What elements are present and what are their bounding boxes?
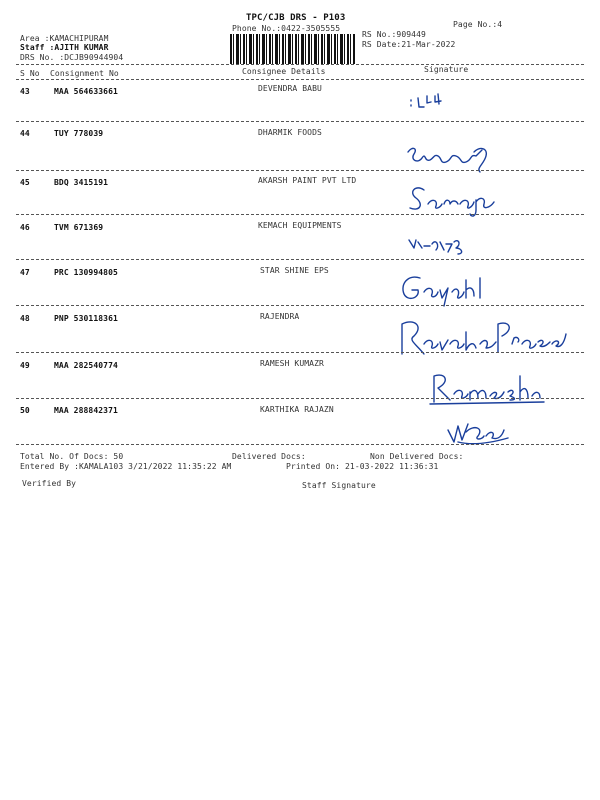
delivered-docs: Delivered Docs: (232, 452, 306, 461)
divider (16, 170, 584, 171)
col-header-sno: S No (20, 69, 40, 78)
divider (16, 352, 584, 353)
divider (16, 444, 584, 445)
total-docs: Total No. Of Docs: 50 (20, 452, 124, 461)
non-delivered-docs: Non Delivered Docs: (370, 452, 464, 461)
row-consignment: TVM 671369 (54, 223, 104, 232)
divider (16, 305, 584, 306)
signature-mark (394, 314, 574, 364)
row-consignment: MAA 282540774 (54, 361, 118, 370)
signature-mark (406, 234, 476, 258)
rs-date: RS Date:21-Mar-2022 (362, 40, 456, 49)
row-consignee: DHARMIK FOODS (258, 128, 322, 137)
divider (16, 121, 584, 122)
col-header-consignee: Consignee Details (242, 67, 326, 76)
area-label: Area :KAMACHIPURAM (20, 34, 109, 43)
row-sno: 43 (20, 87, 30, 96)
document-title: TPC/CJB DRS - P103 (246, 13, 346, 23)
divider (16, 398, 584, 399)
row-consignee: KARTHIKA RAJAZN (260, 405, 334, 414)
divider (16, 64, 584, 65)
divider (16, 214, 584, 215)
row-consignment: PNP 530118361 (54, 314, 118, 323)
row-consignment: TUY 778039 (54, 129, 104, 138)
signature-mark (428, 370, 548, 406)
row-consignment: MAA 564633661 (54, 87, 118, 96)
staff-label: Staff :AJITH KUMAR (20, 43, 109, 52)
verified-by: Verified By (22, 479, 77, 488)
row-consignee: KEMACH EQUIPMENTS (258, 221, 342, 230)
col-header-consignment: Consignment No (50, 69, 119, 78)
barcode-image (230, 34, 355, 64)
row-consignment: BDQ 3415191 (54, 178, 109, 187)
divider (16, 259, 584, 260)
phone-number: Phone No.:0422-3505555 (232, 24, 341, 33)
row-consignee: RAJENDRA (260, 312, 300, 321)
signature-mark (398, 270, 498, 310)
row-sno: 48 (20, 314, 30, 323)
row-sno: 49 (20, 361, 30, 370)
row-sno: 45 (20, 178, 30, 187)
signature-mark (408, 90, 448, 112)
row-sno: 46 (20, 223, 30, 232)
page-number: Page No.:4 (453, 20, 503, 29)
row-consignment: MAA 288842371 (54, 406, 118, 415)
row-consignment: PRC 130994805 (54, 268, 118, 277)
row-sno: 44 (20, 129, 30, 138)
row-consignee: DEVENDRA BABU (258, 84, 322, 93)
row-consignee: RAMESH KUMAZR (260, 359, 324, 368)
entered-by: Entered By :KAMALA103 3/21/2022 11:35:22 AM (20, 462, 232, 471)
drs-number: DRS No. :DCJB90944904 (20, 53, 124, 62)
rs-number: RS No.:909449 (362, 30, 426, 39)
divider (16, 79, 584, 80)
row-sno: 47 (20, 268, 30, 277)
row-consignee: AKARSH PAINT PVT LTD (258, 176, 357, 185)
col-header-signature: Signature (424, 65, 469, 74)
printed-on: Printed On: 21-03-2022 11:36:31 (286, 462, 439, 471)
row-sno: 50 (20, 406, 30, 415)
row-consignee: STAR SHINE EPS (260, 266, 329, 275)
staff-signature: Staff Signature (302, 481, 376, 490)
